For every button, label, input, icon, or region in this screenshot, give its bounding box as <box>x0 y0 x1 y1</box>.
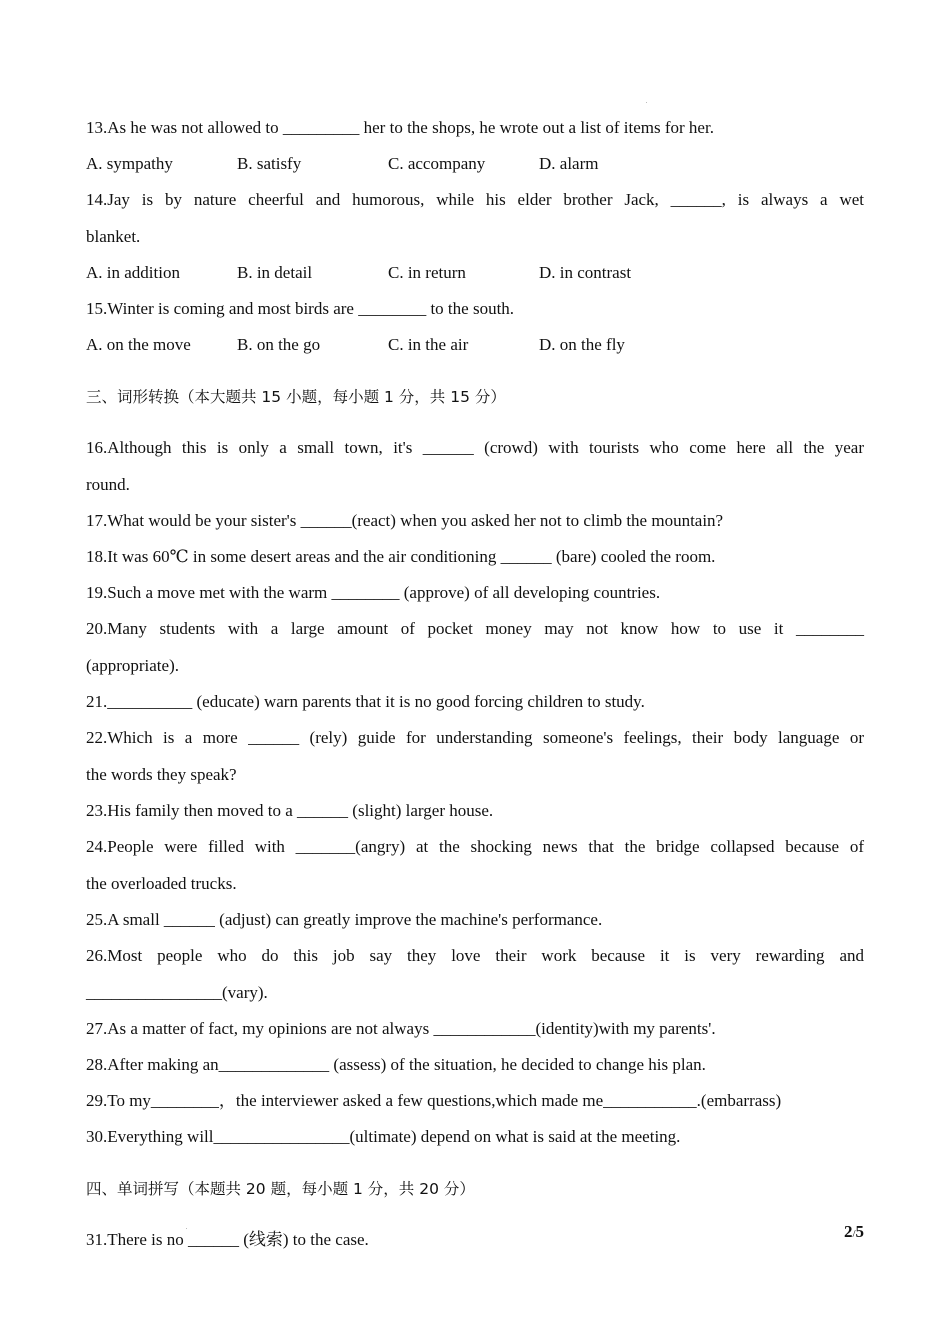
page-total: 5 <box>855 1222 864 1241</box>
question-17: 17.What would be your sister's ______(react) when you asked her not to climb the mountain? <box>86 511 724 530</box>
question-22-cont: the words they speak? <box>86 765 237 784</box>
option-d: D. in contrast <box>539 263 632 282</box>
question-14-cont: blanket. <box>86 227 141 246</box>
option-b: B. in detail <box>237 263 313 282</box>
option-d: D. on the fly <box>539 335 625 354</box>
question-18: 18.It was 60℃ in some desert areas and the air conditioning ______ (bare) cooled the room. <box>86 547 716 566</box>
question-20-cont: (appropriate). <box>86 656 179 675</box>
question-14-options <box>86 263 864 283</box>
question-29: 29.To my________，the interviewer asked a few questions,which made me___________.(embarrass) <box>86 1091 782 1110</box>
question-15-options <box>86 335 864 355</box>
question-25: 25.A small ______ (adjust) can greatly improve the machine's performance. <box>86 910 603 929</box>
option-c: C. accompany <box>388 154 486 173</box>
question-26: 26.Most people who do this job say they love their work because it is very rewarding and <box>86 946 864 965</box>
option-c: C. in the air <box>388 335 469 354</box>
question-13: 13.As he was not allowed to _________ her to the shops, he wrote out a list of items for her. <box>86 118 714 137</box>
question-31: 31.There is no ______ (线索) to the case. <box>86 1230 369 1249</box>
option-a: A. on the move <box>86 335 191 354</box>
question-21: 21.__________ (educate) warn parents that it is no good forcing children to study. <box>86 692 645 711</box>
question-16-cont: round. <box>86 475 130 494</box>
question-16: 16.Although this is only a small town, it's ______ (crowd) with tourists who come here all the year <box>86 438 864 457</box>
question-26-cont: ________________(vary). <box>86 983 268 1002</box>
question-19: 19.Such a move met with the warm ________ (approve) of all developing countries. <box>86 583 661 602</box>
page-separator: / <box>852 1228 856 1240</box>
page-current: 2 <box>843 1222 853 1241</box>
section-3-heading: 三、词形转换（本大题共 15 小题，每小题 1 分，共 15 分） <box>86 387 506 406</box>
question-22: 22.Which is a more ______ (rely) guide for understanding someone's feelings, their body language or <box>86 728 864 747</box>
question-23: 23.His family then moved to a ______ (slight) larger house. <box>86 801 494 820</box>
option-a: A. sympathy <box>86 154 173 173</box>
question-20: 20.Many students with a large amount of pocket money may not know how to use it ________ <box>86 619 864 638</box>
option-d: D. alarm <box>539 154 599 173</box>
section-4-heading: 四、单词拼写（本题共 20 题，每小题 1 分，共 20 分） <box>86 1179 475 1198</box>
question-24-cont: the overloaded trucks. <box>86 874 237 893</box>
question-15: 15.Winter is coming and most birds are ________ to the south. <box>86 299 515 318</box>
question-24: 24.People were filled with _______(angry) at the shocking news that the bridge collapsed because of <box>86 837 864 856</box>
option-b: B. satisfy <box>237 154 302 173</box>
question-14: 14.Jay is by nature cheerful and humorous, while his elder brother Jack, ______, is always a wet <box>86 190 864 209</box>
option-b: B. on the go <box>237 335 321 354</box>
question-28: 28.After making an_____________ (assess) of the situation, he decided to change his plan. <box>86 1055 706 1074</box>
option-a: A. in addition <box>86 263 180 282</box>
question-30: 30.Everything will________________(ultimate) depend on what is said at the meeting. <box>86 1127 681 1146</box>
question-13-options <box>86 154 864 174</box>
exam-page-content <box>86 118 864 1250</box>
page-number <box>844 1222 864 1244</box>
option-c: C. in return <box>388 263 466 282</box>
question-27: 27.As a matter of fact, my opinions are not always ____________(identity)with my parents'. <box>86 1019 716 1038</box>
